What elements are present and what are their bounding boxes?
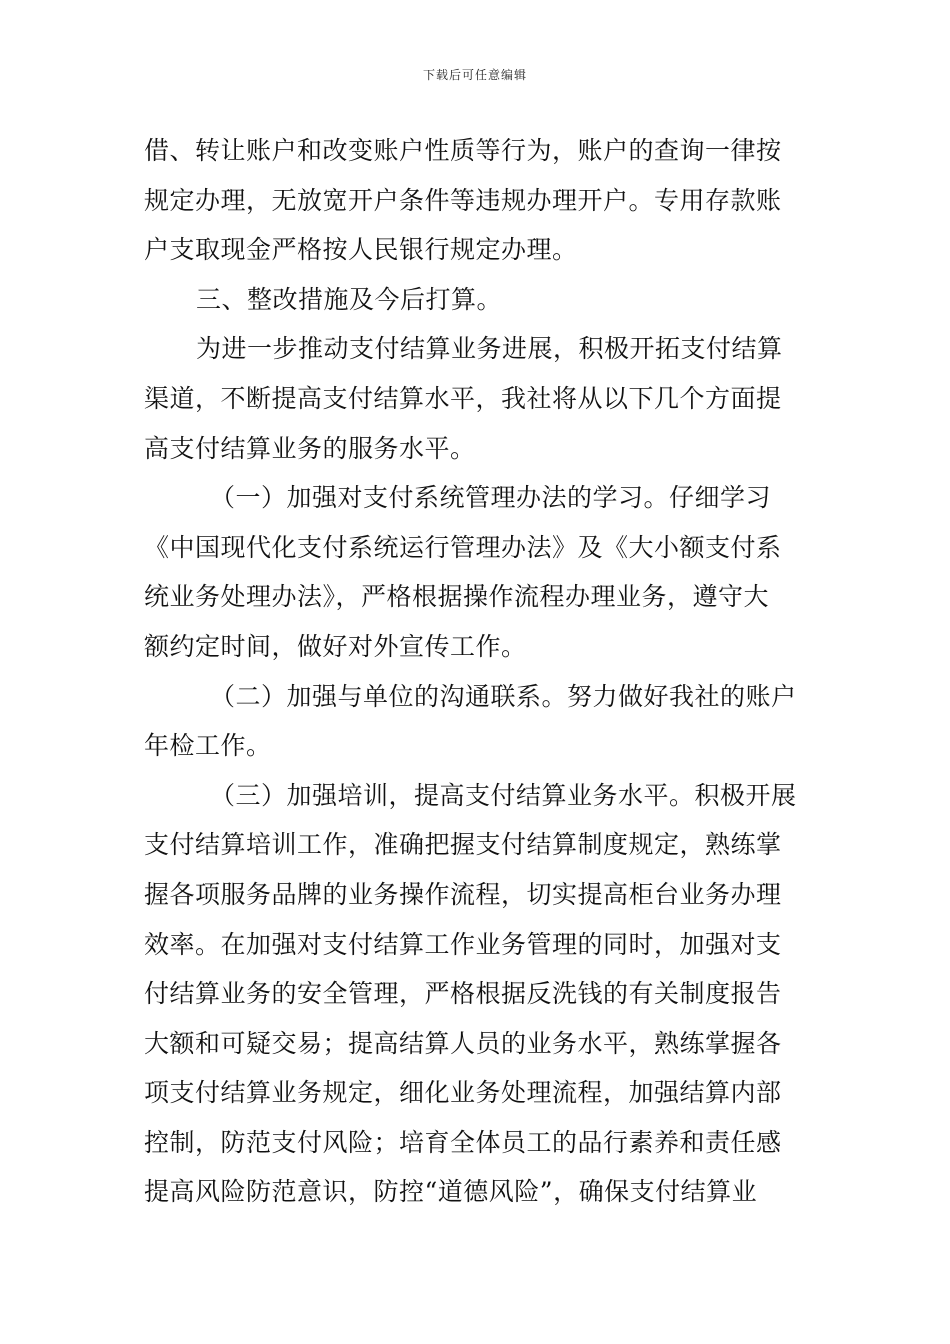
subsection-heading-3: （三）加强培训，提高支付结算业务水平。积极开展 xyxy=(210,780,797,810)
text-line: 提高风险防范意识，防控“道德风险”，确保支付结算业 xyxy=(144,1177,758,1207)
text-line: 借、转让账户和改变账户性质等行为，账户的查询一律按 xyxy=(144,136,782,165)
text-line: 统业务处理办法》，严格根据操作流程办理业务，遵守大 xyxy=(144,582,770,612)
text-line: 规定办理，无放宽开户条件等违规办理开户。专用存款账 xyxy=(144,185,782,215)
text-line: 渠道，不断提高支付结算水平，我社将从以下几个方面提 xyxy=(144,383,782,413)
text-line: 年检工作。 xyxy=(144,731,272,761)
section-heading: 三、整改措施及今后打算。 xyxy=(196,284,503,314)
text-line: 额约定时间，做好对外宣传工作。 xyxy=(144,631,527,661)
text-line: 支付结算培训工作，准确把握支付结算制度规定，熟练掌 xyxy=(144,830,782,860)
document-body xyxy=(144,126,808,1217)
text-line: 《中国现代化支付系统运行管理办法》及《大小额支付系 xyxy=(144,532,782,562)
text-line: 握各项服务品牌的业务操作流程，切实提高柜台业务办理 xyxy=(144,879,782,909)
subsection-heading-1: （一）加强对支付系统管理办法的学习。仔细学习 xyxy=(210,483,772,513)
text-line: 付结算业务的安全管理，严格根据反洗钱的有关制度报告 xyxy=(144,979,782,1009)
page-header: 下载后可任意编辑 xyxy=(422,68,527,82)
text-line: 控制，防范支付风险；培育全体员工的品行素养和责任感 xyxy=(144,1127,782,1157)
text-line: 大额和可疑交易；提高结算人员的业务水平，熟练掌握各 xyxy=(144,1028,782,1058)
subsection-heading-2: （二）加强与单位的沟通联系。努力做好我社的账户 xyxy=(210,681,797,711)
text-line: 项支付结算业务规定，细化业务处理流程，加强结算内部 xyxy=(144,1078,782,1108)
text-line: 户支取现金严格按人民银行规定办理。 xyxy=(144,235,578,265)
text-line: 高支付结算业务的服务水平。 xyxy=(144,433,476,463)
paragraph-start: 为进一步推动支付结算业务进展，积极开拓支付结算 xyxy=(196,334,783,364)
text-line: 效率。在加强对支付结算工作业务管理的同时，加强对支 xyxy=(144,929,782,959)
